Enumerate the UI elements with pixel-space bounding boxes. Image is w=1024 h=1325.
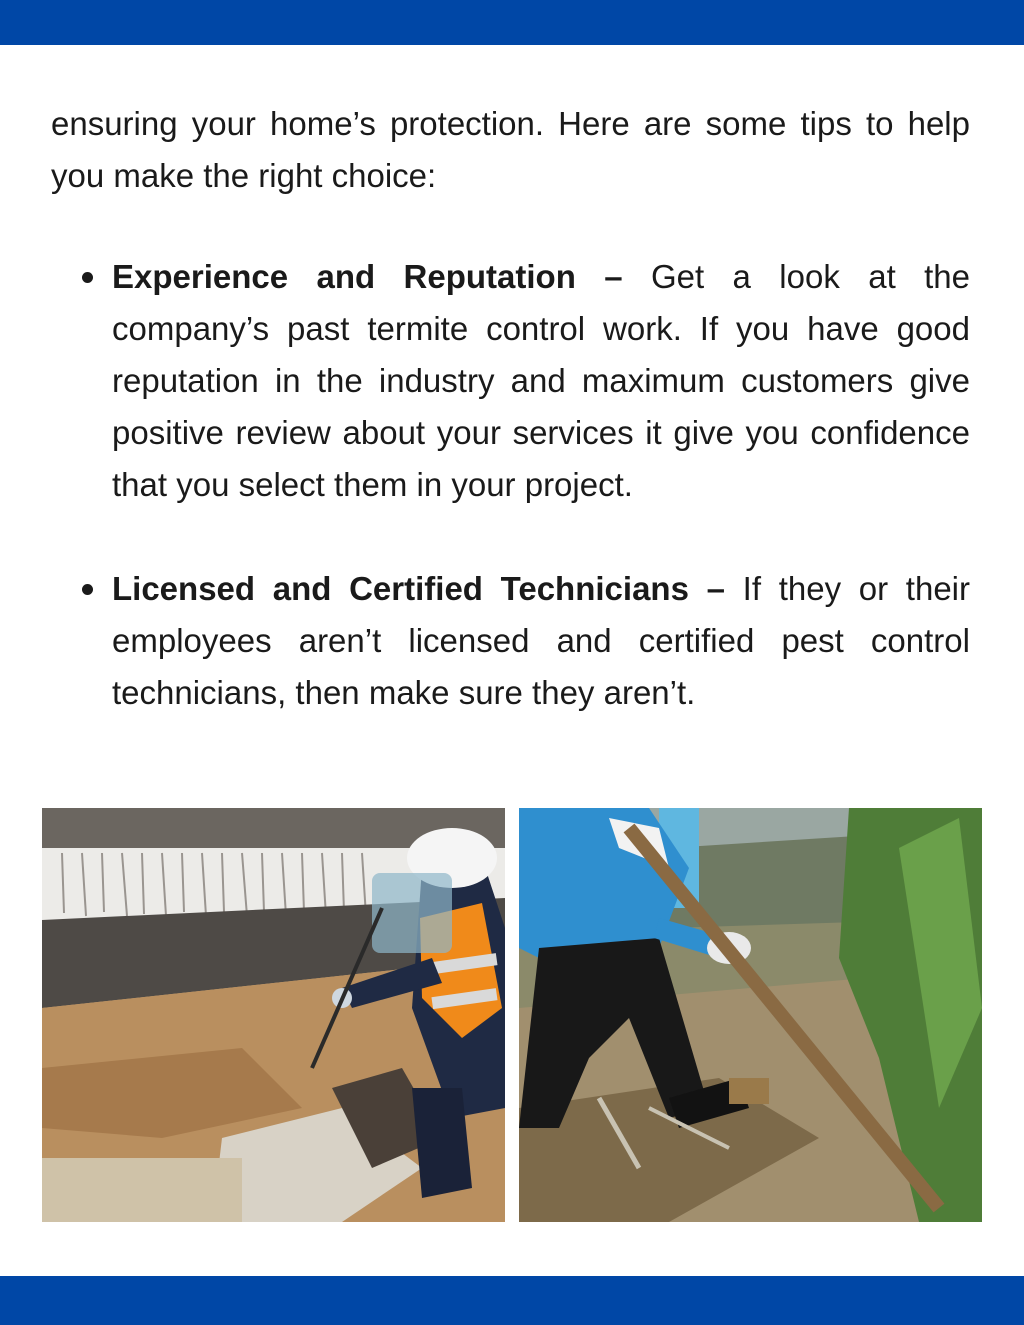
bullet-icon bbox=[82, 584, 93, 595]
worker-treating-foundation-photo bbox=[42, 808, 505, 1222]
intro-paragraph: ensuring your home’s protection. Here are some tips to help you make the right choice: bbox=[51, 105, 970, 194]
tip-title: Licensed and Certified Technicians – bbox=[112, 570, 743, 607]
bottom-brand-bar bbox=[0, 1276, 1024, 1325]
tip-title: Experience and Reputation – bbox=[112, 258, 651, 295]
tip-body: If they or their employees aren’t licensed and certified pest control technicians, then make sure they aren’t. bbox=[112, 570, 970, 711]
tips-list bbox=[112, 251, 970, 719]
tip-item-licensed bbox=[112, 563, 970, 719]
top-brand-bar bbox=[0, 0, 1024, 45]
tip-item-experience bbox=[112, 251, 970, 511]
bullet-icon bbox=[82, 272, 93, 283]
tip-body: Get a look at the company’s past termite control work. If you have good reputation in the industry and maximum customers give positive review about your services it give you confidence that you select them in your project. bbox=[112, 258, 970, 503]
worker-digging-soil-photo bbox=[519, 808, 982, 1222]
